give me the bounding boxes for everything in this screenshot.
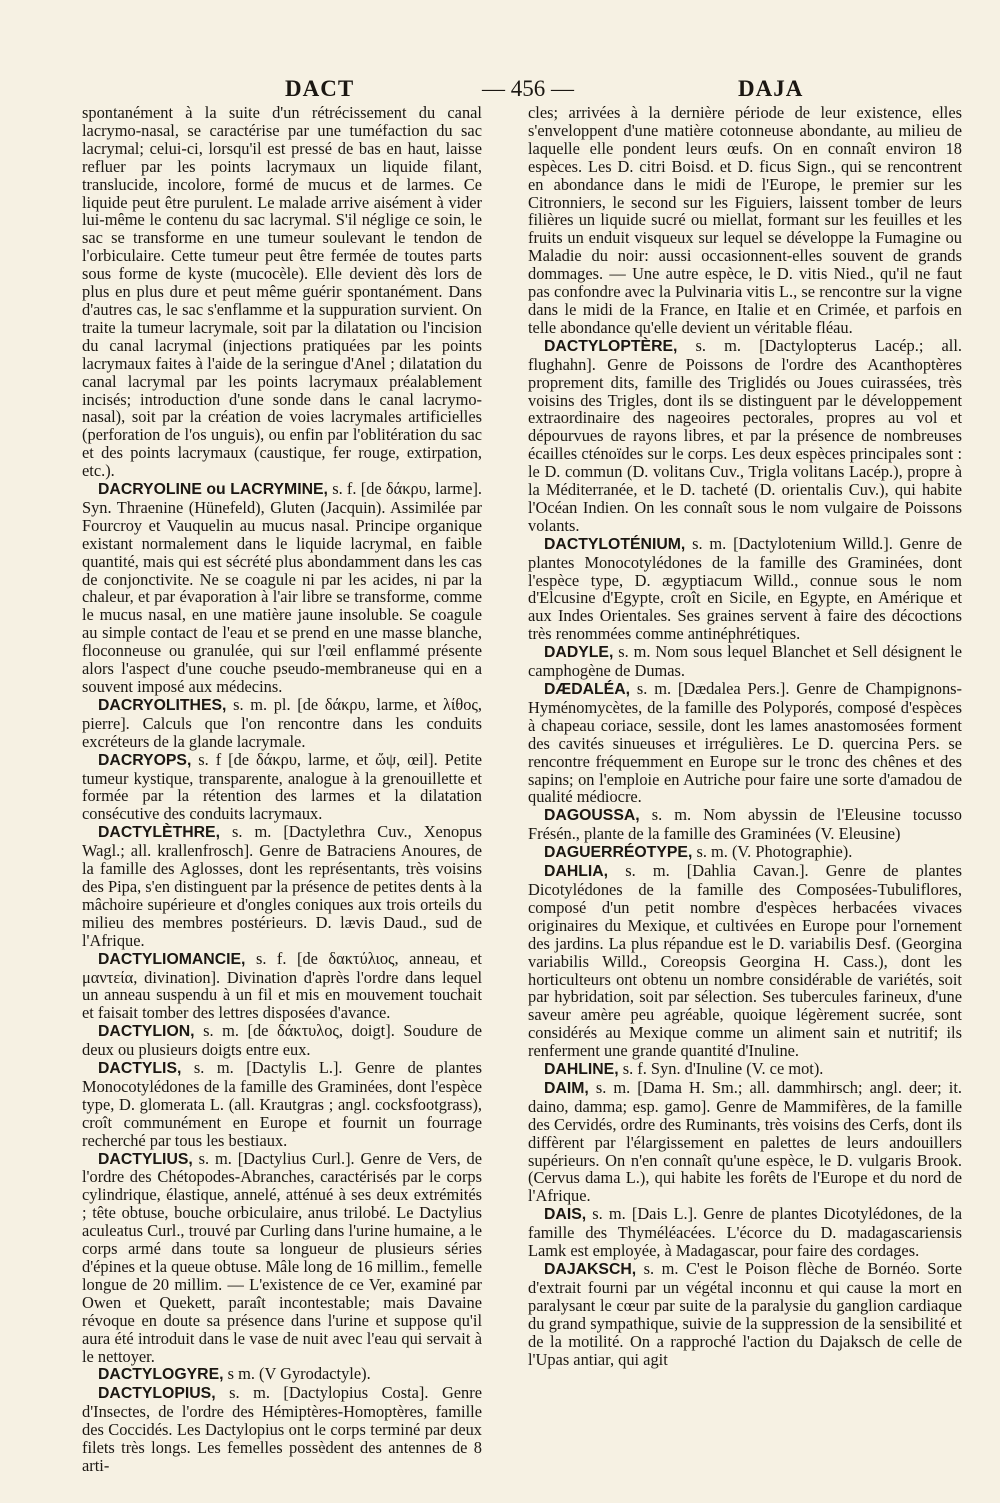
entry-text: s. m. [Dactylopterus Lacép.; all. flughahn]. Genre de Poissons de l'ordre des Acanthoptères proprement dits, famille des Triglidés ou Joues cuirassées, très voisins des Trigles, dont ils se distinguent par le développement extraordinaire des nageoires pectorales, propres au vol et dépourvues de rayons libres, et par la présence de nombreuses écailles cténoïdes sur le corps. Les deux espèces principales sont : le D. commun (D. volitans Cuv., Trigla volitans Lacép.), propre à la Méditerranée, et le D. tacheté (D. orientalis Cuv.), qui habite l'Océan Indien. On les connaît sous le nom vulgaire de Poissons volants. bbox=[528, 335, 962, 535]
entry-headword: DACTYLÈTHRE, bbox=[98, 824, 220, 842]
entry-headword: DAHLIA, bbox=[544, 863, 609, 881]
entry-text: s. m. [Dædalea Pers.]. Genre de Champignons-Hyménomycètes, de la famille des Polyporés, composé d'espèces à chapeau coriace, sessile, dont les lames anastomosées forment des cavités sinueuses et irrégulières. Le D. quercina Pers. se rencontre fréquemment en Europe sur le tronc des chênes et des sapins; on l'emploie en Autriche pour faire une sorte d'amadou de qualité médiocre. bbox=[528, 679, 962, 807]
entry-headword: DAGOUSSA, bbox=[544, 807, 640, 825]
entry-text: s. m. [Dahlia Cavan.]. Genre de plantes Dicotylédones de la famille des Composées-Tubuliflores, composé d'un petit nombre d'espèces herbacées vivaces originaires du Mexique, et cultivées en Europe pour l'ornement des jardins. La plus répandue est le D. variabilis Desf. (Georgina variabilis Willd., Coreopsis Georgina H. Cass.), dont les horticulteurs ont obtenu un nombre considérable de variétés, soit par hybridation, soit par sélection. Ses tubercules farineux, d'une saveur amère peu agréable, quoique légèrement sucrée, sont considérés au Mexique comme un aliment sain et nutritif; ils renferment une grande quantité d'Inuline. bbox=[528, 861, 962, 1061]
entry-headword: DADYLE, bbox=[544, 644, 614, 662]
entry-headword: DACTYLOPTÈRE, bbox=[544, 337, 678, 355]
header-left-guideword: DACT bbox=[285, 76, 355, 101]
entry-headword: DACTYLIOMANCIE, bbox=[98, 950, 246, 968]
entry-headword: DACTYLION, bbox=[98, 1023, 195, 1041]
entry-text: s. m. Nom sous lequel Blanchet et Sell désignent le camphogène de Dumas. bbox=[528, 642, 962, 681]
entry-text: s. m. [Dactylopius Costa]. Genre d'Insectes, de l'ordre des Hémiptères-Homoptères, famille des Coccidés. Les Dactylopius ont le corps terminé par deux filets très longs. Les femelles possèdent des antennes de 8 arti- bbox=[82, 1383, 482, 1474]
dictionary-entry bbox=[528, 643, 962, 680]
entry-text: s. f. [de δακτύλιος, anneau, et μαντεία, divination]. Divination d'après l'ordre dans lequel un anneau suspendu à un fil et mis en mouvement touchait et faisait tomber des lettres disposées d'avance. bbox=[82, 948, 482, 1023]
entry-text: s. f. [de δάκρυ, larme]. Syn. Thraenine (Hünefeld), Gluten (Jacquin). Assimilée par Fourcroy et Vauquelin au mucus nasal. Principe organique existant normalement dans le liquide lacrymal, en faible quantité, mais qui est sécrété plus abondamment dans les cas de conjonctivite. Ne se coagule ni par les acides, ni par la chaleur, et par évaporation à l'air libre se transforme, comme le mucus nasal, en une matière jaune insoluble. Se coagule au simple contact de l'eau et se prend en une masse blanche, floconneuse ou granulée, qui sur l'œil enflammé présente alors l'aspect d'une couche pseudo-membraneuse qui en a souvent imposé aux médecins. bbox=[82, 479, 482, 696]
dictionary-entry bbox=[528, 535, 962, 643]
entry-text: s m. (V Gyrodactyle). bbox=[223, 1364, 371, 1384]
dictionary-entry bbox=[82, 1384, 482, 1474]
entry-text: s. m. [Dactylotenium Willd.]. Genre de plantes Monocotylédones de la famille des Graminées, dont l'espèce type, D. ægyptiacum Willd., connue sous le nom d'Elcusine d'Egypte, croît en Sicile, en Egypte, en Amérique et aux Indes Orientales. Ses graines servent à faire des décoctions très renommées comme antinéphrétiques. bbox=[528, 533, 962, 644]
dictionary-entry bbox=[528, 1260, 962, 1368]
entry-text: cles; arrivées à la dernière période de leur existence, elles s'enveloppent d'une matière cotonneuse abondante, au milieu de laquelle elle pondent leurs œufs. On en connaît environ 18 espèces. Les D. citri Boisd. et D. ficus Sign., qui se rencontrent en abondance dans le midi de l'Europe, le premier sur les Citronniers, le second sur les Figuiers, laissent tomber de leurs filières un liquide sucré ou miellat, formant sur les feuilles et les fruits un enduit visqueux sur lequel se développe la Fumagine ou Maladie du noir: aussi occasionnent-elles souvent de grands dommages. — Une autre espèce, le D. vitis Nied., qu'il ne faut pas confondre avec la Pulvinaria vitis L., se rencontre sur la vigne dans le midi de la France, en Italie et en Crimée, et parfois en telle abondance qu'elle devient un véritable fléau. bbox=[528, 104, 962, 337]
dictionary-entry bbox=[82, 1022, 482, 1059]
entry-text: s. f [de δάκρυ, larme, et ὤψ, œil]. Petite tumeur kystique, transparente, analogue à la grenouillette et formée par la rétention des larmes et la dilatation consécutive des conduits lacrymaux. bbox=[82, 749, 482, 824]
entry-headword: DAIM, bbox=[544, 1079, 589, 1097]
entry-headword: DÆDALÉA, bbox=[544, 681, 631, 698]
dictionary-entry bbox=[82, 823, 482, 949]
dictionary-entry bbox=[82, 1365, 482, 1384]
dictionary-entry bbox=[528, 104, 962, 337]
right-column bbox=[528, 104, 962, 1474]
entry-headword: DACTYLOGYRE, bbox=[98, 1366, 224, 1384]
entry-text: s. m. (V. Photographie). bbox=[692, 842, 853, 862]
entry-headword: DACTYLIUS, bbox=[98, 1150, 193, 1168]
dictionary-entry bbox=[528, 862, 962, 1060]
dictionary-entry bbox=[82, 480, 482, 696]
entry-text: s. m. C'est le Poison flèche de Bornéo. Sorte d'extrait fourni par un végétal inconnu et qui cause la mort en paralysant le cœur par suite de la paralysie du ganglion cardiaque du grand sympathique, suivie de la suppression de la sensibilité et de la motilité. On a rapproché l'action du Dajaksch de celle de l'Upas antiar, qui agit bbox=[528, 1259, 962, 1369]
dictionary-entry bbox=[528, 337, 962, 535]
entry-text: spontanément à la suite d'un rétrécissement du canal lacrymo-nasal, se caractérise par une tuméfaction du sac lacrymal; celui-ci, lorsqu'il est pressé de bas en haut, laisse refluer par les points lacrymaux un liquide filant, translucide, incolore, formé de mucus et de larmes. Ce liquide peut être purulent. Le malade arrive aisément à vider lui-même le contenu du sac lacrymal. S'il néglige ce soin, le sac se transforme en une tumeur soulevant le tendon de l'orbiculaire. Cette tumeur peut être fermée de toutes parts sous forme de kyste (mucocèle). Elle devient dès lors de plus en plus dure et peut même guérir spontanément. Dans d'autres cas, le sac s'enflamme et la suppuration survient. On traite la tumeur lacrymale, soit par la dilatation ou l'incision du canal lacrymal (injections pratiquées par les points lacrymaux faites à l'aide de la seringue d'Anel ; dilatation du canal lacrymal par les points lacrymaux préalablement incisés; introduction d'une sonde dans le canal lacrymo-nasal), soit par la création de voies lacrymales artificielles (perforation de l'os unguis), ou enfin par l'oblitération du sac et des points lacrymaux (caustique, fer rouge, extirpation, etc.). bbox=[82, 104, 482, 481]
dictionary-entry bbox=[82, 1150, 482, 1366]
entry-text: s. m. pl. [de δάκρυ, larme, et λίθος, pierre]. Calculs que l'on rencontre dans les conduits excréteurs de la glande lacrymale. bbox=[82, 694, 482, 751]
page-number: — 456 — bbox=[482, 76, 574, 101]
entry-text: s. m. [de δάκτυλος, doigt]. Soudure de deux ou plusieurs doigts entre eux. bbox=[82, 1021, 482, 1060]
entry-headword: DAIS, bbox=[544, 1206, 587, 1224]
entry-headword: DACTYLOTÉNIUM, bbox=[544, 535, 686, 553]
dictionary-entry bbox=[528, 680, 962, 806]
dictionary-entry bbox=[82, 751, 482, 824]
dictionary-entry bbox=[82, 104, 482, 480]
entry-headword: DAHLINE, bbox=[544, 1061, 619, 1079]
dictionary-entry bbox=[528, 843, 962, 862]
entry-text: s. m. [Dactylius Curl.]. Genre de Vers, de l'ordre des Chétopodes-Abranches, caractérisés par le corps cylindrique, élastique, annelé, atténué à ses deux extrémités ; tête obtuse, bouche orbiculaire, anus trilobé. Le Dactylius aculeatus Curl., trouvé par Curling dans l'urine humaine, a le corps armé dans toute sa longueur de plusieurs séries d'épines et la queue obtuse. Mâle long de 16 millim., femelle longue de 20 millim. — L'existence de ce Ver, examiné par Owen et Quekett, paraît incontestable; mais Davaine révoque en doute sa présence dans l'urine et suppose qu'il aura été introduit dans le vase de nuit avec l'eau qui servait à le nettoyer. bbox=[82, 1148, 482, 1366]
left-column bbox=[82, 104, 482, 1474]
entry-text: s. m. [Dactylis L.]. Genre de plantes Monocotylédones de la famille des Graminées, dont l'espèce type, D. glomerata L. (all. Krautgras ; angl. cocksfootgrass), croît communément en Europe et fournit un fourrage recherché par tous les bestiaux. bbox=[82, 1058, 482, 1150]
dictionary-entry bbox=[528, 806, 962, 843]
header-right-guideword: DAJA bbox=[738, 76, 804, 101]
entry-text: s. m. [Dactylethra Cuv., Xenopus Wagl.; all. krallenfrosch]. Genre de Batraciens Anoures, de la famille des Aglosses, dont les représentants, très voisins des Pipa, s'en distinguent par la présence de petites dents à la mâchoire supérieure et d'ongles coniques aux trois orteils du milieu des membres postérieurs. D. lævis Daud., sud de l'Afrique. bbox=[82, 822, 482, 950]
dictionary-entry bbox=[82, 950, 482, 1023]
entry-headword: DACRYOLINE ou LACRYMINE, bbox=[98, 481, 328, 499]
dictionary-entry bbox=[528, 1060, 962, 1079]
entry-headword: DACTYLOPIUS, bbox=[98, 1385, 216, 1403]
entry-text: s. f. Syn. d'Inuline (V. ce mot). bbox=[618, 1059, 824, 1079]
entry-text: s. m. [Dama H. Sm.; all. dammhirsch; angl. deer; it. daino, damma; esp. gamo]. Genre de Mammifères, de la famille des Cervidés, ordre des Ruminants, très voisins des Cerfs, dont ils diffèrent par l'élargissement en palettes de leurs andouillers supérieurs. On n'en connaît qu'une espèce, le D. vulgaris Brook. (Cervus dama L.), qui habite les forêts de l'Europe et du nord de l'Afrique. bbox=[528, 1077, 962, 1206]
entry-text: s. m. [Dais L.]. Genre de plantes Dicotylédones, de la famille des Thyméléacées. L'écorce du D. madagascariensis Lamk est employée, à Madagascar, pour faire des cordages. bbox=[528, 1204, 962, 1261]
entry-headword: DAJAKSCH, bbox=[544, 1261, 637, 1278]
dictionary-entry bbox=[528, 1205, 962, 1260]
entry-headword: DAGUERRÉOTYPE, bbox=[544, 844, 693, 862]
dictionary-entry bbox=[528, 1079, 962, 1205]
dictionary-entry bbox=[82, 1059, 482, 1150]
dictionary-entry bbox=[82, 696, 482, 751]
entry-headword: DACRYOLITHES, bbox=[98, 696, 227, 714]
entry-headword: DACRYOPS, bbox=[98, 751, 192, 769]
entry-headword: DACTYLIS, bbox=[98, 1060, 182, 1078]
entry-text: s. m. Nom abyssin de l'Eleusine tocusso Frésén., plante de la famille des Graminées (V. Eleusine) bbox=[528, 805, 962, 844]
